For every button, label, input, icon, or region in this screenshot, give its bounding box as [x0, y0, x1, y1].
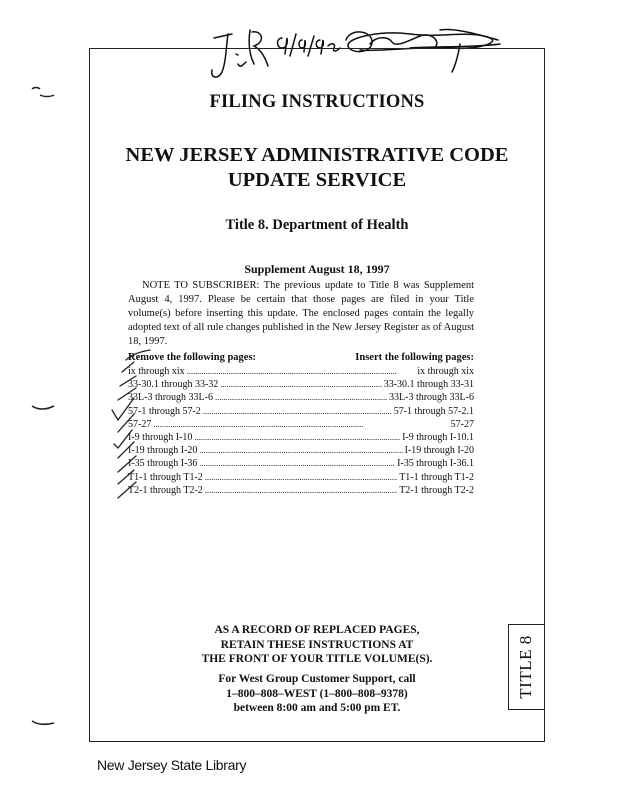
remove-pages: T2-1 through T2-2 — [128, 484, 203, 496]
note-to-subscriber: NOTE TO SUBSCRIBER: The previous update to Title 8 was Supplement August 4, 1997. Please be certain that those pages are filed in your Title volume(s) before inserting this update. The enclosed pages contain the legally adopted text of all rule changes published in the New Jersey Register as of August 18, 1997. — [128, 280, 474, 347]
insert-pages: I-19 through I-20 — [404, 445, 474, 457]
record-line: AS A RECORD OF REPLACED PAGES, — [214, 624, 420, 636]
code-title-line: NEW JERSEY ADMINISTRATIVE CODE — [125, 144, 509, 166]
library-stamp: New Jersey State Library — [97, 757, 247, 773]
supplement-date: Supplement August 18, 1997 — [244, 262, 390, 276]
insert-pages: ix through xix — [417, 366, 474, 377]
code-title-line: UPDATE SERVICE — [227, 169, 407, 191]
remove-pages: I-35 through I-36 — [128, 458, 198, 470]
remove-pages: 57-1 through 57-2 — [128, 405, 201, 417]
record-instructions — [89, 623, 545, 667]
insert-pages: 57-27 — [450, 418, 474, 430]
heading: FILING INSTRUCTIONS — [209, 92, 425, 112]
insert-header: Insert the following pages: — [355, 352, 474, 363]
insert-pages: 33-30.1 through 33-31 — [383, 379, 474, 391]
insert-pages: T1-1 through T1-2 — [399, 471, 474, 483]
record-line: THE FRONT OF YOUR TITLE VOLUME(S). — [201, 653, 433, 665]
insert-pages: 57-1 through 57-2.1 — [393, 405, 474, 417]
remove-pages: 57-27 — [128, 418, 152, 430]
remove-header: Remove the following pages: — [128, 352, 257, 363]
insert-pages: I-35 through I-36.1 — [397, 458, 474, 470]
remove-pages: I-19 through I-20 — [128, 445, 198, 457]
remove-pages: 33L-3 through 33L-6 — [128, 392, 213, 404]
insert-pages: T2-1 through T2-2 — [399, 484, 474, 496]
support-line: For West Group Customer Support, call — [218, 673, 416, 685]
remove-pages: 33-30.1 through 33-32 — [128, 379, 219, 391]
remove-pages: ix through xix — [128, 366, 185, 377]
remove-pages: T1-1 through T1-2 — [128, 471, 203, 483]
customer-support — [89, 672, 545, 716]
insert-pages: I-9 through I-10.1 — [402, 431, 474, 443]
support-hours: between 8:00 am and 5:00 pm ET. — [233, 702, 401, 714]
record-line: RETAIN THESE INSTRUCTIONS AT — [220, 638, 414, 651]
insert-pages: 33L-3 through 33L-6 — [389, 392, 474, 404]
remove-pages: I-9 through I-10 — [128, 431, 193, 443]
title-tab-label: TITLE 8 — [516, 635, 535, 699]
support-phone: 1–800–808–WEST (1–800–808–9378) — [226, 687, 408, 700]
department-title: Title 8. Department of Health — [225, 217, 409, 233]
